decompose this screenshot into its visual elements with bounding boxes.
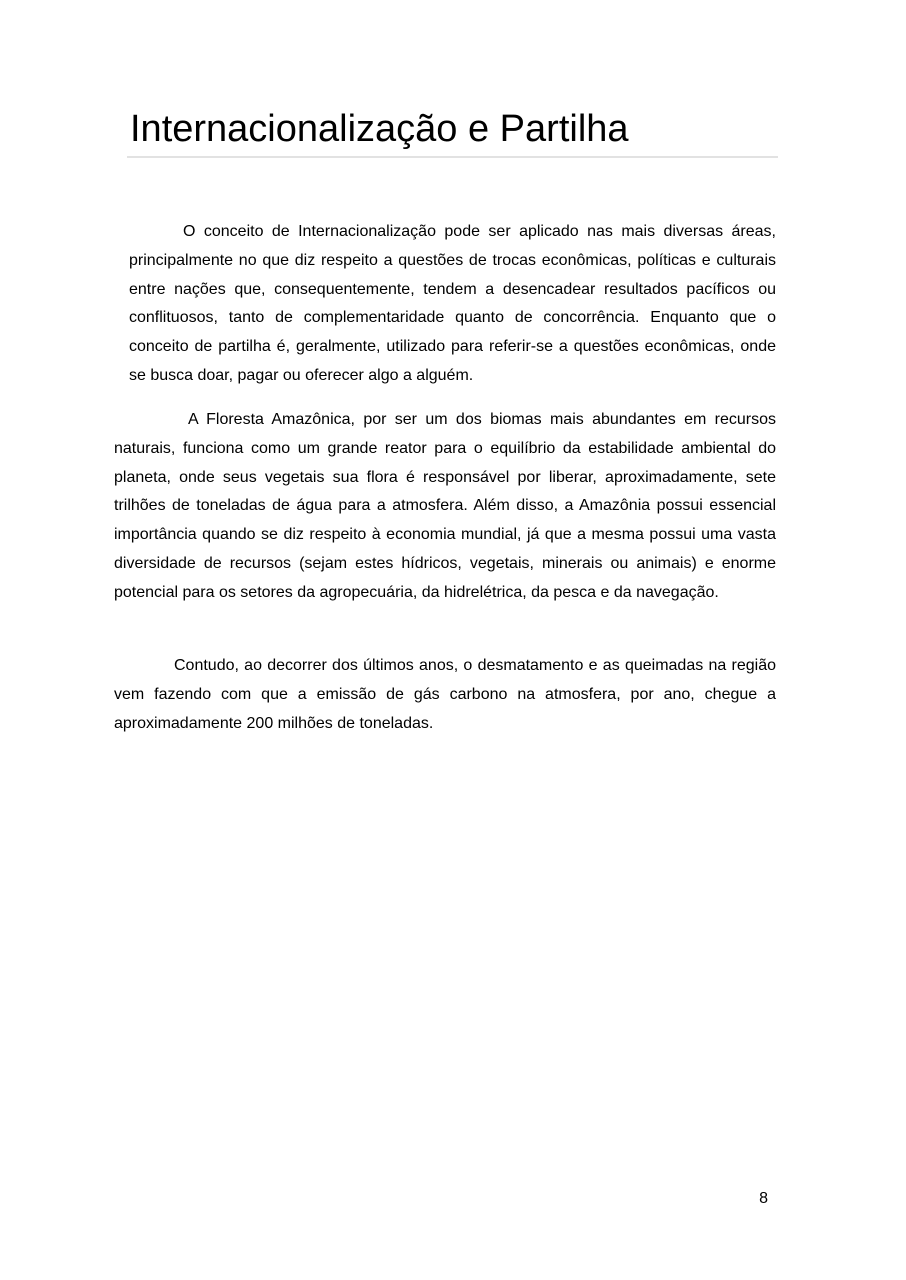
paragraph-internationalization: O conceito de Internacionalização pode ser aplicado nas mais diversas áreas, principalmente no que diz respeito a questões de trocas econômicas, políticas e culturais entre nações que, consequentemente, tendem a desencadear resultados pacíficos ou conflituosos, tanto de complementaridade quanto de concorrência. Enquanto que o conceito de partilha é, geralmente, utilizado para referir-se a questões econômicas, onde se busca doar, pagar ou oferecer algo a alguém. xyxy=(129,223,776,384)
page-title: Internacionalização e Partilha xyxy=(130,108,629,150)
title-divider xyxy=(127,156,778,158)
paragraph-amazon-forest: A Floresta Amazônica, por ser um dos biomas mais abundantes em recursos naturais, funciona como um grande reator para o equilíbrio da estabilidade ambiental do planeta, onde seus vegetais sua flora é responsável por liberar, aproximadamente, sete trilhões de toneladas de água para a atmosfera. Além disso, a Amazônia possui essencial importância quando se diz respeito à economia mundial, já que a mesma possui uma vasta diversidade de recursos (sejam estes hídricos, vegetais, minerais ou animais) e enorme potencial para os setores da agropecuária, da hidrelétrica, da pesca e da navegação. xyxy=(114,411,776,601)
paragraph-deforestation: Contudo, ao decorrer dos últimos anos, o desmatamento e as queimadas na região vem fazendo com que a emissão de gás carbono na atmosfera, por ano, chegue a aproximadamente 200 milhões de toneladas. xyxy=(114,657,776,732)
page-number: 8 xyxy=(759,1190,768,1207)
